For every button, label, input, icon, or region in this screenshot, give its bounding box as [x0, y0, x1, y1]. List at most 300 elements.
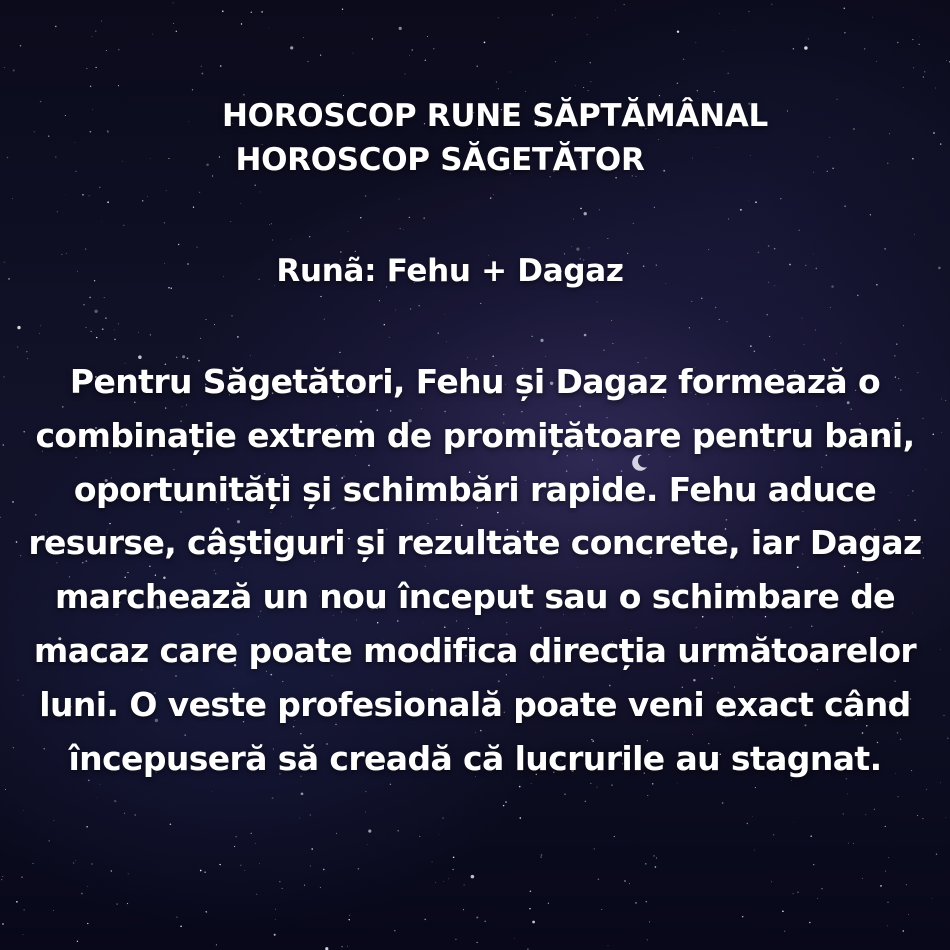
heading-line-1: HOROSCOP RUNE SĂPTĂMÂNAL: [222, 98, 768, 134]
star: [152, 34, 153, 35]
star: [365, 195, 367, 197]
star: [677, 30, 679, 32]
star: [936, 854, 937, 855]
star: [419, 305, 420, 306]
star: [922, 818, 923, 819]
star: [251, 833, 252, 834]
star: [774, 248, 776, 250]
star: [726, 321, 727, 322]
star: [647, 939, 648, 940]
star: [97, 798, 98, 799]
star: [368, 830, 371, 833]
star: [142, 200, 143, 201]
star: [439, 834, 440, 835]
star: [477, 942, 478, 943]
star: [722, 802, 724, 804]
star: [395, 310, 396, 311]
star: [773, 834, 774, 835]
star: [204, 872, 205, 873]
star: [571, 246, 572, 247]
star: [199, 192, 200, 193]
star: [259, 863, 260, 864]
star: [86, 826, 88, 828]
star: [564, 793, 566, 795]
star: [612, 343, 613, 344]
star: [923, 76, 924, 77]
star: [874, 809, 875, 810]
star: [793, 48, 795, 50]
star: [575, 17, 576, 18]
star: [723, 51, 724, 52]
star: [106, 50, 107, 51]
star: [349, 915, 350, 916]
star: [771, 881, 772, 882]
star: [817, 898, 818, 899]
star: [768, 245, 770, 247]
star: [21, 876, 23, 878]
star: [919, 44, 920, 45]
star: [575, 85, 576, 86]
star: [18, 680, 19, 681]
star: [16, 541, 18, 543]
star: [85, 248, 86, 249]
star: [244, 870, 245, 871]
star: [303, 37, 304, 38]
star: [96, 337, 97, 338]
star: [498, 88, 499, 89]
star: [862, 878, 863, 879]
star: [427, 36, 428, 37]
star: [26, 351, 27, 352]
star: [708, 249, 709, 250]
star: [532, 336, 533, 337]
star: [173, 3, 174, 4]
star: [714, 91, 715, 92]
star: [484, 921, 485, 922]
star: [17, 326, 20, 329]
star: [271, 224, 272, 225]
star: [635, 902, 636, 903]
star: [212, 791, 213, 792]
star: [471, 875, 475, 879]
star: [843, 7, 845, 9]
star: [597, 17, 598, 18]
star: [926, 789, 927, 790]
star: [223, 10, 224, 11]
star: [127, 903, 128, 904]
star: [615, 10, 616, 11]
star: [301, 792, 304, 795]
star: [654, 207, 655, 208]
star: [55, 26, 57, 28]
star: [597, 302, 598, 303]
star: [844, 32, 846, 34]
star: [128, 873, 129, 874]
star: [924, 71, 925, 72]
star: [118, 323, 119, 324]
star: [505, 801, 507, 803]
star: [476, 916, 478, 918]
star: [2, 876, 3, 877]
star: [754, 351, 755, 352]
star: [573, 219, 574, 220]
star: [12, 501, 14, 503]
star: [423, 217, 425, 219]
star: [804, 46, 808, 50]
star: [510, 72, 511, 73]
star: [409, 217, 410, 218]
star: [865, 814, 866, 815]
star: [341, 946, 342, 947]
star: [89, 195, 90, 196]
star: [309, 236, 310, 237]
star: [532, 921, 535, 924]
star: [384, 324, 386, 326]
star: [216, 944, 217, 945]
star: [913, 67, 914, 68]
star: [339, 352, 340, 353]
star: [734, 30, 735, 31]
star: [452, 869, 453, 870]
star: [397, 830, 399, 832]
star: [124, 813, 125, 814]
star: [419, 836, 420, 837]
star: [755, 787, 756, 788]
star: [885, 871, 886, 872]
star: [898, 796, 899, 797]
star: [48, 840, 50, 842]
horoscope-body-text: Pentru Săgetători, Fehu și Dagaz formează o combinație extrem de promițătoare pentru bani, oportunități și schimbări rapide. Fehu aduce resurse, câștiguri și rezultate concrete, iar Dagaz marchează un nou început sau o schimbare de macaz care poate modifica direcția următoarelor luni. O veste profesională poate veni exact când începuseră să creadă că lucrurile au stagnat.: [28, 362, 922, 778]
star: [946, 60, 947, 61]
star: [255, 843, 256, 844]
star: [940, 782, 941, 783]
star: [603, 349, 604, 350]
star: [89, 297, 91, 299]
star: [808, 38, 809, 39]
star: [57, 211, 58, 212]
star: [3, 444, 4, 445]
star: [797, 892, 798, 893]
star: [755, 201, 757, 203]
star: [320, 296, 321, 297]
star: [719, 319, 720, 320]
star: [236, 836, 237, 837]
star: [24, 909, 25, 910]
star: [348, 231, 349, 232]
star: [192, 89, 193, 90]
star: [864, 48, 865, 49]
star: [231, 315, 233, 317]
star: [463, 909, 464, 910]
star: [94, 310, 97, 313]
star: [75, 860, 76, 861]
star: [750, 345, 751, 346]
star: [848, 843, 849, 844]
star: [519, 786, 521, 788]
star: [336, 833, 337, 834]
star: [548, 903, 549, 904]
star: [503, 805, 504, 806]
star: [170, 824, 172, 826]
star: [830, 307, 831, 308]
star: [683, 59, 684, 60]
star: [367, 844, 368, 845]
star: [23, 810, 24, 811]
star: [237, 336, 239, 338]
star: [53, 910, 54, 911]
star: [514, 938, 515, 939]
star: [611, 320, 612, 321]
star: [2, 923, 4, 925]
star: [870, 214, 871, 215]
star: [769, 336, 770, 337]
star: [173, 23, 174, 24]
star: [20, 45, 21, 46]
star: [944, 715, 945, 716]
star: [880, 885, 882, 887]
star: [107, 201, 109, 203]
star: [147, 196, 148, 197]
star: [493, 194, 494, 195]
star: [840, 343, 841, 344]
star: [272, 240, 273, 241]
star: [583, 87, 584, 88]
star: [766, 314, 767, 315]
star: [529, 908, 530, 909]
star: [771, 4, 772, 5]
star: [193, 207, 194, 208]
star: [653, 855, 655, 857]
star: [908, 914, 909, 915]
star: [821, 888, 823, 890]
star: [214, 324, 215, 325]
star: [101, 21, 102, 22]
star: [86, 68, 87, 69]
star: [442, 817, 444, 819]
star: [33, 863, 34, 864]
star: [897, 42, 899, 44]
star: [178, 244, 179, 245]
star: [555, 61, 556, 62]
star: [498, 17, 499, 18]
rune-line: Runã: Fehu + Dagaz: [276, 253, 624, 289]
star: [99, 187, 100, 188]
star: [754, 850, 755, 851]
star: [111, 870, 112, 871]
star: [540, 339, 543, 342]
star: [935, 88, 936, 89]
star: [433, 48, 434, 49]
heading-line-2: HOROSCOP SĂGETĂTOR: [235, 142, 645, 178]
star: [324, 319, 325, 320]
star: [347, 946, 348, 947]
star: [360, 217, 361, 218]
star: [410, 308, 411, 309]
star: [946, 817, 947, 818]
star: [379, 300, 380, 301]
star: [691, 301, 692, 302]
star: [520, 817, 522, 819]
star: [403, 229, 404, 230]
star: [412, 49, 413, 50]
star: [887, 925, 888, 926]
star: [728, 73, 729, 74]
star: [884, 248, 885, 249]
star: [649, 921, 650, 922]
star: [13, 69, 15, 71]
star: [803, 344, 804, 345]
star: [398, 199, 399, 200]
star: [424, 919, 426, 921]
star: [101, 221, 102, 222]
star: [885, 826, 886, 827]
star: [540, 856, 541, 857]
star: [135, 814, 136, 815]
star: [39, 333, 40, 334]
star: [268, 28, 269, 29]
star: [608, 945, 609, 946]
star: [530, 891, 532, 893]
star: [584, 212, 587, 215]
star: [799, 230, 800, 231]
star: [82, 194, 84, 196]
star: [541, 854, 543, 856]
star: [272, 797, 274, 799]
star: [104, 297, 105, 298]
star: [13, 747, 14, 748]
star: [269, 224, 270, 225]
star: [677, 82, 679, 84]
star: [176, 916, 177, 917]
star: [584, 334, 587, 337]
star: [365, 812, 366, 813]
star: [138, 332, 139, 333]
star: [932, 898, 933, 899]
star: [3, 376, 4, 377]
star: [166, 190, 167, 191]
star: [200, 870, 202, 872]
star: [597, 787, 598, 788]
star: [372, 38, 373, 39]
star: [114, 329, 115, 330]
star: [696, 42, 697, 43]
star: [945, 400, 946, 401]
star: [728, 219, 729, 220]
star: [275, 909, 276, 910]
star: [591, 81, 592, 82]
star: [4, 67, 5, 68]
star: [598, 879, 600, 881]
star: [86, 327, 87, 328]
star: [689, 327, 690, 328]
star: [275, 919, 276, 920]
star: [656, 858, 657, 859]
star: [358, 868, 360, 870]
star: [749, 200, 750, 201]
star: [251, 12, 252, 13]
star: [77, 941, 78, 942]
star: [607, 238, 608, 239]
star: [365, 791, 366, 792]
star: [947, 738, 949, 740]
star: [780, 198, 781, 199]
star: [320, 887, 321, 888]
star: [647, 795, 648, 796]
star: [876, 61, 877, 62]
star: [81, 893, 83, 895]
star: [118, 49, 119, 50]
star: [290, 46, 293, 49]
star: [114, 339, 115, 340]
star: [150, 334, 151, 335]
star: [92, 36, 93, 37]
star: [261, 11, 263, 13]
star: [180, 925, 182, 927]
star: [646, 901, 648, 903]
star: [290, 239, 291, 240]
star: [455, 939, 456, 940]
star: [829, 137, 830, 138]
star: [274, 934, 276, 936]
star: [793, 893, 794, 894]
star: [464, 884, 465, 885]
star: [409, 55, 410, 56]
star: [304, 885, 305, 886]
star: [40, 325, 41, 326]
star: [16, 901, 18, 903]
star: [847, 794, 848, 795]
star: [307, 61, 308, 62]
star: [196, 247, 197, 248]
star: [896, 344, 897, 345]
star: [222, 11, 224, 13]
star: [91, 331, 92, 332]
star: [624, 4, 625, 5]
star: [73, 863, 74, 864]
star: [1, 879, 2, 880]
star: [389, 337, 390, 338]
star: [260, 191, 261, 192]
star: [400, 228, 401, 229]
star: [587, 34, 588, 35]
star: [917, 815, 918, 816]
star: [941, 399, 942, 400]
star: [201, 66, 202, 67]
star: [629, 883, 630, 884]
star: [205, 911, 206, 912]
star: [349, 919, 350, 920]
star: [241, 23, 242, 24]
star: [740, 209, 742, 211]
star: [234, 846, 235, 847]
star: [87, 923, 88, 924]
star: [279, 881, 280, 882]
star: [844, 206, 845, 207]
star: [444, 314, 445, 315]
star: [752, 816, 753, 817]
star: [490, 197, 491, 198]
star: [940, 649, 941, 650]
star: [404, 73, 405, 74]
star: [311, 848, 313, 850]
star: [841, 342, 842, 343]
star: [5, 789, 6, 790]
star: [310, 866, 311, 867]
star: [91, 863, 92, 864]
star: [645, 863, 646, 864]
star: [105, 317, 107, 319]
star: [484, 42, 486, 44]
